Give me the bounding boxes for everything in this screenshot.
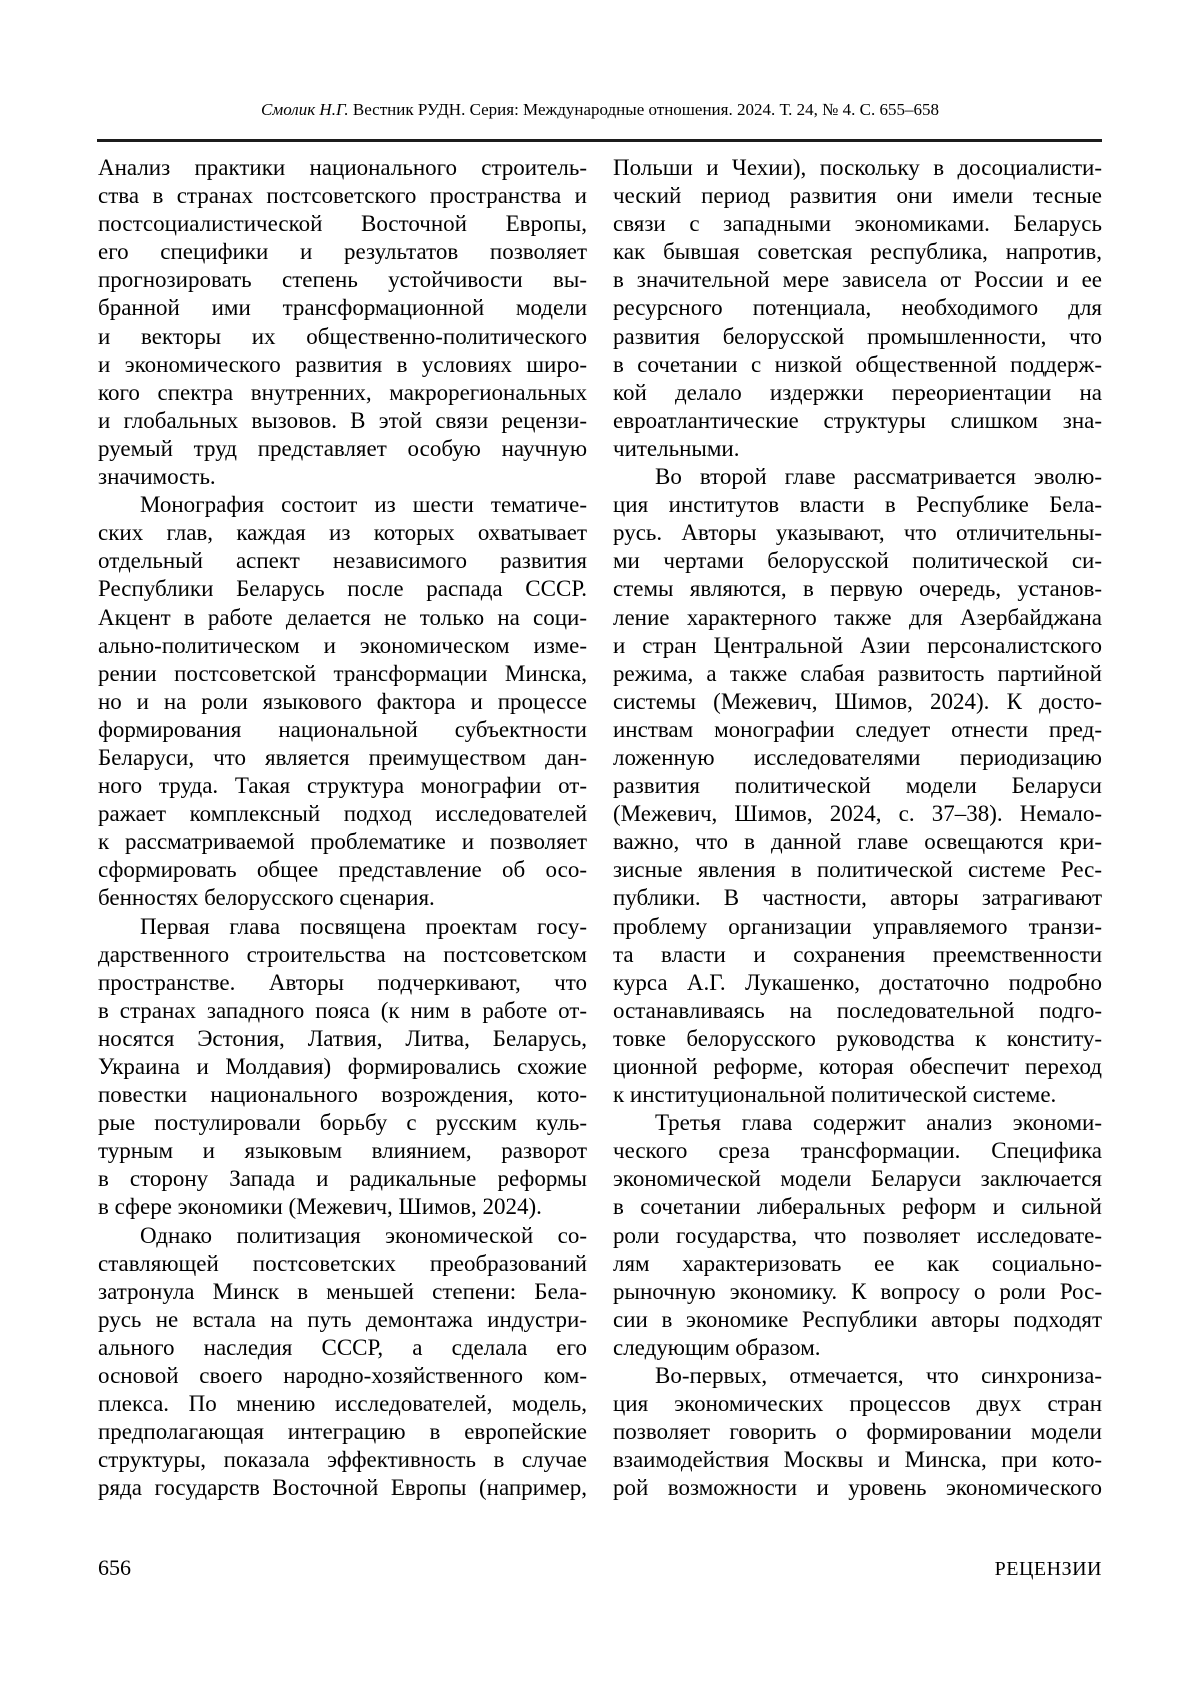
text-line: ложенную исследователями периодизацию [613, 744, 1102, 770]
text-line: сии в экономике Республики авторы подходят [613, 1306, 1102, 1332]
paragraph [98, 491, 587, 912]
text-line: роли государства, что позволяет исследовате- [613, 1222, 1102, 1248]
text-line: экономической модели Беларуси заключается [613, 1166, 1102, 1192]
text-line: в сторону Запада и радикальные реформы [98, 1166, 587, 1192]
text-line: инствам монографии следует отнести пред- [613, 716, 1102, 742]
text-line: рыночную экономику. К вопросу о роли Рос- [613, 1278, 1102, 1304]
page-footer [98, 1554, 1102, 1583]
text-line: ства в странах постсоветского пространства и [98, 183, 587, 209]
text-line: важно, что в данной главе освещаются кри- [613, 829, 1102, 855]
text-line: Монография состоит из шести тематиче- [140, 492, 587, 518]
text-line: постсоциалистической Восточной Европы, [98, 211, 587, 237]
text-line: Акцент в работе делается не только на соци- [98, 604, 587, 630]
running-head [98, 99, 1102, 121]
paragraph [613, 463, 1102, 1109]
paragraph [613, 1362, 1102, 1502]
text-line: Первая глава посвящена проектам госу- [140, 913, 587, 939]
text-line: как бывшая советская республика, напротив, [613, 239, 1102, 265]
text-line: затронула Минск в меньшей степени: Бела- [98, 1278, 587, 1304]
text-line: сформировать общее представление об осо- [98, 857, 587, 883]
text-line: Третья глава содержит анализ экономи- [655, 1110, 1102, 1136]
text-line: руемый труд представляет особую научную [98, 435, 587, 461]
text-line: ставляющей постсоветских преобразований [98, 1250, 587, 1276]
text-line: ческого среза трансформации. Специфика [613, 1138, 1102, 1164]
text-line: и векторы их общественно-политического [98, 323, 587, 349]
text-line: останавливаясь на последовательной подго- [613, 997, 1102, 1023]
text-line: основой своего народно-хозяйственного ком- [98, 1363, 587, 1389]
text-line: ление характерного также для Азербайджана [613, 604, 1102, 630]
text-line: но и на роли языкового фактора и процессе [98, 688, 587, 714]
text-line: проблему организации управляемого транзи- [613, 913, 1102, 939]
text-line: рые постулировали борьбу с русским куль- [98, 1110, 587, 1136]
text-line: стемы являются, в первую очередь, установ- [613, 576, 1102, 602]
text-line: ально-политическом и экономическом изме- [98, 632, 587, 658]
right-column [613, 154, 1102, 1503]
text-line: ального наследия СССР, а сделала его [98, 1334, 587, 1360]
text-line: турным и языковым влиянием, разворот [98, 1138, 587, 1164]
text-line: Польши и Чехии), поскольку в досоциалисти- [613, 155, 1102, 180]
text-line: Во-первых, отмечается, что синхрониза- [655, 1363, 1102, 1389]
header-rule [97, 139, 1102, 142]
text-line: ческий период развития они имели тесные [613, 183, 1102, 209]
text-line: ционной реформе, которая обеспечит переход [613, 1054, 1102, 1079]
text-line: повестки национального возрождения, кото- [98, 1082, 587, 1108]
text-line: рении постсоветской трансформации Минска, [98, 660, 587, 686]
text-line: рой возможности и уровень экономического [613, 1475, 1102, 1501]
text-line: в странах западного пояса (к ним в работе от- [98, 997, 587, 1023]
text-line: плекса. По мнению исследователей, модель, [98, 1391, 587, 1417]
text-line: отдельный аспект независимого развития [98, 548, 587, 574]
text-line: русь. Авторы указывают, что отличительны- [613, 520, 1102, 546]
text-line: в сфере экономики (Межевич, Шимов, 2024). [98, 1194, 542, 1220]
text-line: прогнозировать степень устойчивости вы- [98, 267, 587, 293]
text-line: ция институтов власти в Республике Бела- [613, 492, 1102, 518]
running-head-author: Смолик Н.Г. [261, 100, 349, 119]
text-line: ция экономических процессов двух стран [613, 1391, 1102, 1417]
text-line: бранной ими трансформационной модели [98, 295, 587, 321]
paragraph [98, 1222, 587, 1503]
text-line: развития политической модели Беларуси [613, 773, 1102, 799]
text-line: и экономического развития в условиях широ- [98, 351, 587, 377]
text-line: ресурсного потенциала, необходимого для [613, 295, 1102, 321]
text-line: бенностях белорусского сценария. [98, 885, 435, 911]
text-line: ного труда. Такая структура монографии от- [98, 773, 587, 799]
text-line: Беларуси, что является преимуществом дан- [98, 744, 587, 770]
text-line: Во второй главе рассматривается эволю- [655, 464, 1102, 490]
text-line: Республики Беларусь после распада СССР. [98, 576, 587, 602]
text-line: структуры, показала эффективность в случае [98, 1447, 587, 1473]
text-line: публики. В частности, авторы затрагивают [613, 885, 1102, 911]
text-line: товке белорусского руководства к конститу- [613, 1025, 1102, 1051]
text-line: (Межевич, Шимов, 2024, с. 37–38). Немало- [613, 801, 1102, 827]
text-line: носятся Эстония, Латвия, Литва, Беларусь, [98, 1025, 587, 1051]
text-line: кой делало издержки переориентации на [613, 379, 1102, 405]
text-line: ражает комплексный подход исследователей [98, 801, 587, 827]
left-column [98, 154, 587, 1503]
text-line: взаимодействия Москвы и Минска, при кото- [613, 1447, 1102, 1473]
text-line: в сочетании с низкой общественной поддерж- [613, 351, 1102, 377]
text-line: лям характеризовать ее как социально- [613, 1250, 1102, 1276]
paragraph [613, 154, 1102, 463]
text-line: в сочетании либеральных реформ и сильной [613, 1194, 1102, 1220]
text-line: ряда государств Восточной Европы (например, [98, 1475, 587, 1501]
paragraph [98, 154, 587, 491]
text-line: к рассматриваемой проблематике и позволяет [98, 829, 587, 855]
text-line: следующим образом. [613, 1334, 821, 1360]
text-line: дарственного строительства на постсоветском [98, 941, 587, 967]
section-label: РЕЦЕНЗИИ [994, 1558, 1102, 1580]
text-line: курса А.Г. Лукашенко, достаточно подробно [613, 969, 1102, 995]
text-line: зисные явления в политической системе Рес- [613, 857, 1102, 883]
paragraph [98, 913, 587, 1222]
text-line: ских глав, каждая из которых охватывает [98, 520, 587, 546]
text-line: и стран Центральной Азии персоналистского [613, 632, 1102, 658]
text-line: ми чертами белорусской политической си- [613, 548, 1102, 574]
text-line: формирования национальной субъектности [98, 716, 587, 742]
text-line: позволяет говорить о формировании модели [613, 1419, 1102, 1445]
running-head-citation: Вестник РУДН. Серия: Международные отношения. 2024. Т. 24, № 4. С. 655–658 [348, 100, 939, 119]
text-line: пространстве. Авторы подчеркивают, что [98, 969, 587, 995]
text-line: евроатлантические структуры слишком зна- [613, 407, 1102, 433]
text-line: в значительной мере зависела от России и ее [613, 267, 1102, 293]
text-line: связи с западными экономиками. Беларусь [613, 211, 1102, 237]
paragraph [613, 1109, 1102, 1362]
text-line: режима, а также слабая развитость партийной [613, 660, 1102, 686]
text-line: системы (Межевич, Шимов, 2024). К досто- [613, 688, 1102, 714]
text-line: значимость. [98, 464, 216, 490]
text-line: Однако политизация экономической со- [140, 1222, 587, 1248]
text-line: Анализ практики национального строитель- [98, 155, 587, 180]
text-line: русь не встала на путь демонтажа индустри- [98, 1306, 587, 1332]
article-body [98, 154, 1102, 1503]
text-line: к институциональной политической системе. [613, 1082, 1057, 1108]
text-line: его специфики и результатов позволяет [98, 239, 587, 265]
text-line: чительными. [613, 435, 740, 461]
text-line: предполагающая интеграцию в европейские [98, 1419, 587, 1445]
text-line: и глобальных вызовов. В этой связи рецензи- [98, 407, 587, 433]
text-line: развития белорусской промышленности, что [613, 323, 1102, 349]
text-line: Украина и Молдавия) формировались схожие [98, 1054, 587, 1079]
text-line: кого спектра внутренних, макрорегиональных [98, 379, 587, 405]
page-number: 656 [98, 1555, 131, 1580]
text-line: та власти и сохранения преемственности [613, 941, 1102, 967]
